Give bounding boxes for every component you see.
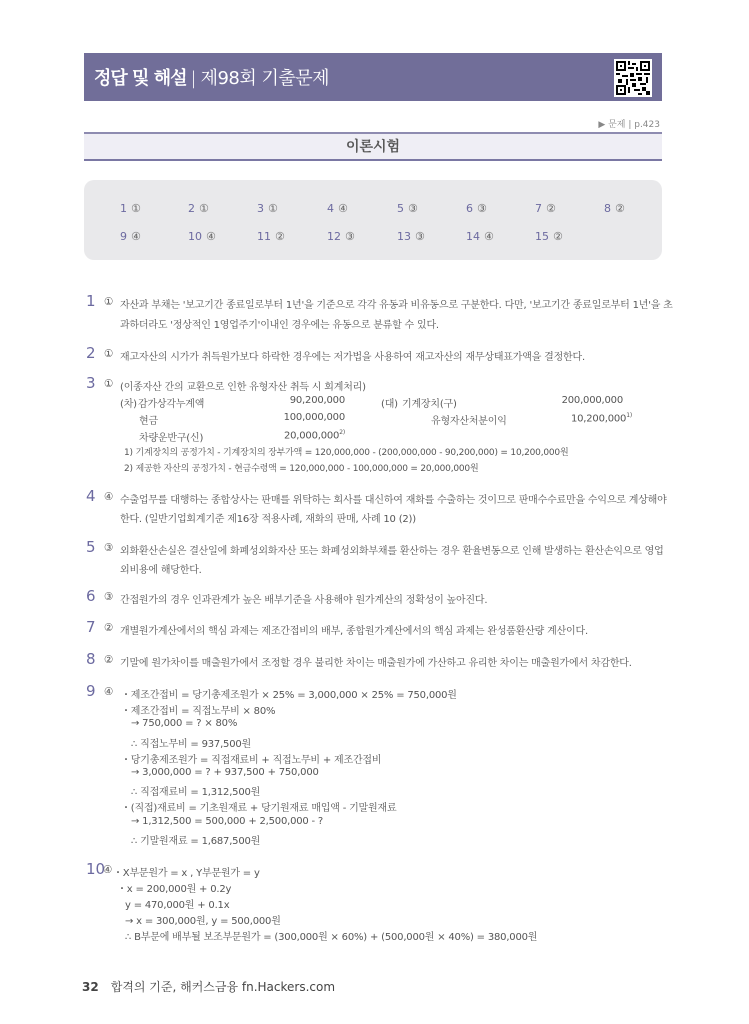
- explanation-line: 자산과 부채는 '보고기간 종료일로부터 1년'을 기준으로 각각 유동과 비유동으로 구분한다. 다만, '보고기간 종료일로부터 1년'을 초: [120, 300, 673, 311]
- answer-number: 3: [257, 202, 264, 215]
- answer-choice: ③: [477, 202, 487, 215]
- amount: 10,200,000: [570, 413, 627, 425]
- credit-account: 기계장치(구): [402, 399, 457, 410]
- debit-label: (차): [120, 399, 137, 410]
- answer-choice: ④: [103, 864, 113, 876]
- question-number: 10: [86, 860, 106, 878]
- answer-choice: ②: [546, 202, 556, 215]
- title-bold: 정답 및 해설: [94, 68, 187, 89]
- explanation-line: 한다. (일반기업회계기준 제16장 적용사례, 재화의 판매, 사례 10 (2)): [120, 514, 416, 525]
- explanation-line: 과하더라도 '정상적인 1영업주기'이내인 경우에는 유동으로 분류할 수 있다.: [120, 320, 439, 331]
- explanation-line: ・(직접)재료비 = 기초원재료 + 당기원재료 매입액 - 기말원재료: [121, 803, 397, 814]
- debit-account: 감가상각누계액: [138, 399, 205, 410]
- answer-number: 13: [397, 230, 411, 243]
- answer-choice: ③: [104, 591, 114, 603]
- explanation-line: → 3,000,000 = ? + 937,500 + 750,000: [131, 767, 319, 778]
- credit-account: 유형자산처분이익: [431, 416, 507, 427]
- explanation-line: ∴ 직접재료비 = 1,312,500원: [131, 787, 261, 798]
- title-separator: |: [190, 68, 197, 89]
- header-banner: [84, 53, 662, 101]
- explanation-line: ∴ B부문에 배부될 보조부문원가 = (300,000원 × 60%) + (500,000원 × 40%) = 380,000원: [125, 932, 538, 943]
- answer-number: 8: [604, 202, 611, 215]
- answer-choice: ②: [104, 622, 114, 634]
- answer-item: [466, 230, 494, 243]
- answer-number: 10: [188, 230, 202, 243]
- answer-item: [120, 230, 141, 243]
- answer-number: 5: [397, 202, 404, 215]
- answer-choice: ③: [408, 202, 418, 215]
- explanation-line: 외비용에 해당한다.: [120, 565, 202, 576]
- answer-number: 2: [188, 202, 195, 215]
- answer-item: [327, 230, 355, 243]
- answer-number: 7: [535, 202, 542, 215]
- answer-summary-box: [84, 180, 662, 260]
- explanation-line: → x = 300,000원, y = 500,000원: [125, 916, 281, 927]
- footnote-ref: 2): [339, 429, 345, 436]
- answer-item: [397, 230, 425, 243]
- answer-item: [466, 202, 487, 215]
- explanation-line: 개별원가계산에서의 핵심 과제는 제조간접비의 배부, 종합원가계산에서의 핵심 과제는 완성품환산량 계산이다.: [120, 626, 588, 637]
- question-number: 2: [86, 344, 96, 362]
- answer-item: [257, 230, 285, 243]
- question-number: 1: [86, 292, 96, 310]
- explanation-line: 수출업무를 대행하는 종합상사는 판매를 위탁하는 회사를 대신하여 재화를 수출하는 것이므로 판매수수료만을 수익으로 계상해야: [120, 495, 667, 506]
- answer-number: 1: [120, 202, 127, 215]
- amount: 20,000,000: [283, 430, 340, 442]
- explanation-line: ・제조간접비 = 당기총제조원가 × 25% = 3,000,000 × 25% = 750,000원: [121, 690, 457, 701]
- footnote-ref: 1): [626, 412, 632, 419]
- answer-number: 6: [466, 202, 473, 215]
- explanation-line: 기말에 원가차이를 매출원가에서 조정할 경우 불리한 차이는 매출원가에 가산하고 유리한 차이는 매출원가에서 차감한다.: [120, 658, 632, 669]
- answer-choice: ①: [199, 202, 209, 215]
- explanation-line: y = 470,000원 + 0.1x: [125, 900, 230, 911]
- title-sub: 제98회 기출문제: [200, 68, 330, 89]
- answer-choice: ①: [104, 378, 114, 390]
- debit-amount: [290, 395, 345, 406]
- answer-choice: ④: [338, 202, 348, 215]
- answer-choice: ④: [131, 230, 141, 243]
- explanation-line: ・x = 200,000원 + 0.2y: [117, 884, 232, 895]
- answer-choice: ②: [615, 202, 625, 215]
- page-title: [94, 64, 329, 90]
- footer-text: 합격의 기준, 해커스금융 fn.Hackers.com: [110, 980, 336, 994]
- explanation-line: ・X부문원가 = x , Y부문원가 = y: [113, 868, 260, 879]
- answer-choice: ②: [275, 230, 285, 243]
- amount: 100,000,000: [283, 412, 345, 423]
- answer-choice: ④: [206, 230, 216, 243]
- answer-item: [535, 202, 556, 215]
- answer-number: 14: [466, 230, 480, 243]
- debit-account: 차량운반구(신): [139, 433, 204, 444]
- answer-choice: ①: [268, 202, 278, 215]
- explanation-line: ・당기총제조원가 = 직접재료비 + 직접노무비 + 제조간접비: [121, 755, 382, 766]
- answer-choice: ①: [104, 296, 114, 308]
- footnote: 2) 제공한 자산의 공정가치 - 현금수령액 = 120,000,000 - 100,000,000 = 20,000,000원: [124, 464, 479, 474]
- credit-amount: [571, 412, 632, 424]
- debit-amount: [284, 429, 345, 441]
- question-number: 3: [86, 374, 96, 392]
- answer-item: [397, 202, 418, 215]
- question-number: 7: [86, 618, 96, 636]
- journal-intro: (이종자산 간의 교환으로 인한 유형자산 취득 시 회계처리): [120, 382, 366, 393]
- credit-label: (대): [381, 399, 398, 410]
- answer-choice: ④: [104, 686, 114, 698]
- answer-item: [604, 202, 625, 215]
- answer-choice: ②: [553, 230, 563, 243]
- debit-amount: [284, 412, 345, 423]
- footnote: 1) 기계장치의 공정가치 - 기계장치의 장부가액 = 120,000,000 - (200,000,000 - 90,200,000) = 10,200,000원: [124, 448, 569, 458]
- explanation-line: ∴ 기말원재료 = 1,687,500원: [131, 836, 261, 847]
- answer-item: [535, 230, 563, 243]
- answer-item: [327, 202, 348, 215]
- answer-choice: ①: [131, 202, 141, 215]
- page-number: 32: [82, 980, 99, 994]
- answer-choice: ③: [104, 542, 114, 554]
- explanation-line: 간접원가의 경우 인과관계가 높은 배부기준을 사용해야 원가계산의 정확성이 높아진다.: [120, 595, 488, 606]
- credit-amount: [562, 395, 623, 406]
- qr-code-icon[interactable]: [614, 59, 652, 97]
- amount: 200,000,000: [561, 395, 623, 406]
- question-number: 4: [86, 487, 96, 505]
- amount: 90,200,000: [289, 395, 345, 406]
- answer-item: [257, 202, 278, 215]
- explanation-line: → 750,000 = ? × 80%: [131, 718, 238, 729]
- explanation-line: ・제조간접비 = 직접노무비 × 80%: [121, 706, 276, 717]
- question-number: 8: [86, 650, 96, 668]
- answer-choice: ④: [104, 491, 114, 503]
- question-number: 6: [86, 587, 96, 605]
- answer-number: 15: [535, 230, 549, 243]
- explanation-line: ∴ 직접노무비 = 937,500원: [131, 739, 251, 750]
- answer-number: 9: [120, 230, 127, 243]
- answer-number: 12: [327, 230, 341, 243]
- answer-choice: ④: [484, 230, 494, 243]
- answer-item: [120, 202, 141, 215]
- debit-account: 현금: [139, 416, 158, 427]
- answer-choice: ③: [415, 230, 425, 243]
- answer-item: [188, 230, 216, 243]
- problem-page-reference[interactable]: ▶ 문제 | p.423: [598, 120, 660, 130]
- answer-item: [188, 202, 209, 215]
- answer-choice: ③: [345, 230, 355, 243]
- question-number: 9: [86, 682, 96, 700]
- page-footer: [82, 978, 335, 995]
- explanation-line: 외화환산손실은 결산일에 화폐성외화자산 또는 화폐성외화부채를 환산하는 경우 환율변동으로 인해 발생하는 환산손익으로 영업: [120, 546, 664, 557]
- answer-choice: ②: [104, 654, 114, 666]
- answer-number: 4: [327, 202, 334, 215]
- section-title: 이론시험: [84, 134, 662, 161]
- answer-number: 11: [257, 230, 271, 243]
- question-number: 5: [86, 538, 96, 556]
- explanation-line: 재고자산의 시가가 취득원가보다 하락한 경우에는 저가법을 사용하여 재고자산의 재무상태표가액을 결정한다.: [120, 352, 585, 363]
- answer-choice: ①: [104, 348, 114, 360]
- explanation-line: → 1,312,500 = 500,000 + 2,500,000 - ?: [131, 816, 324, 827]
